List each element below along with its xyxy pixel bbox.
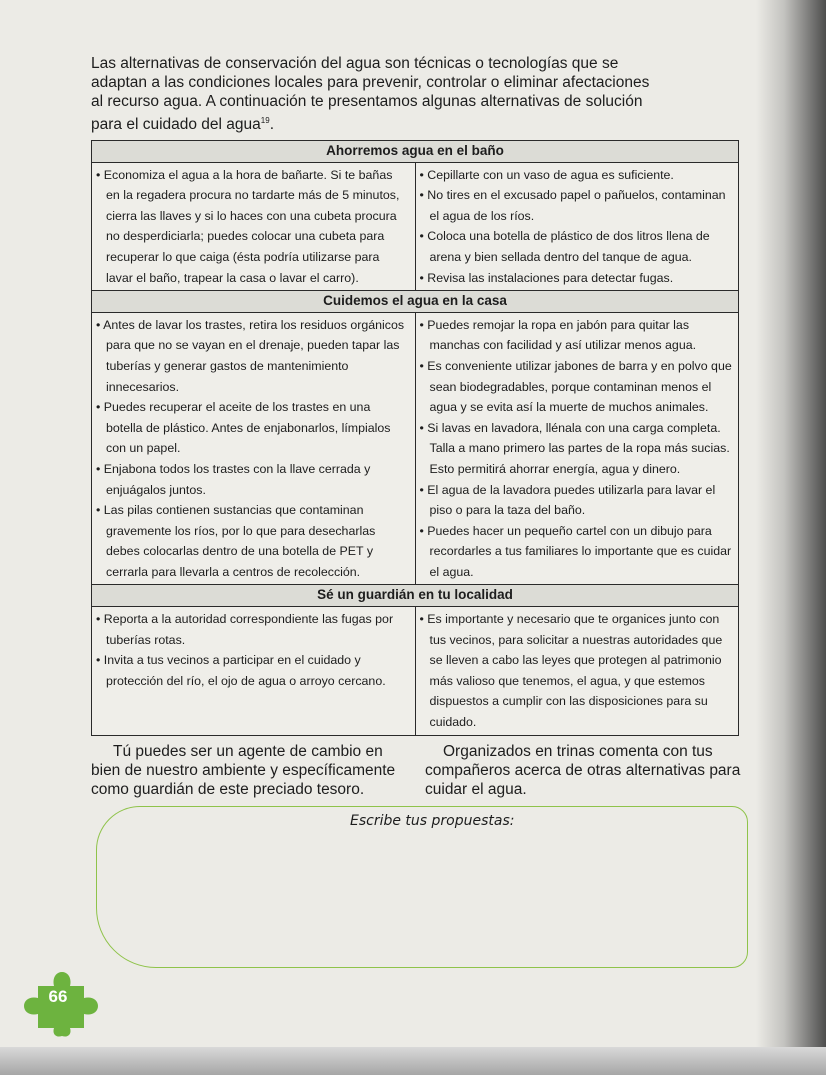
section-row-home (92, 312, 739, 585)
page-edge-shadow (756, 0, 826, 1075)
closing-right-paragraph: Organizados en trinas comenta con tus compañeros acerca de otras alternativas para cuidar el agua. (425, 743, 741, 798)
section-title-bathroom: Ahorremos agua en el baño (92, 141, 739, 163)
tip-item: • Es importante y necesario que te organices junto con tus vecinos, para solicitar a nuestras autoridades que se lleven a cabo las leyes que protegen al patrimonio más valioso que tenemos, el agua, y que estemos dispuestos a cumplir con las disposiciones para su cuidado. (420, 609, 733, 733)
tip-item: • Coloca una botella de plástico de dos litros llena de arena y bien sellada dentro del tanque de agua. (420, 226, 733, 267)
section-title-home: Cuidemos el agua en la casa (92, 291, 739, 313)
tip-item: • El agua de la lavadora puedes utilizarla para lavar el piso o para la taza del baño. (420, 480, 733, 521)
page-number: 66 (48, 987, 68, 1006)
left-column (92, 607, 416, 736)
proposals-write-box[interactable] (96, 806, 748, 968)
section-row-community (92, 607, 739, 736)
footnote-marker: 19 (260, 116, 270, 125)
tip-item: • Puedes remojar la ropa en jabón para quitar las manchas con facilidad y así utilizar menos agua. (420, 315, 733, 356)
left-column (92, 312, 416, 585)
tip-item: • Es conveniente utilizar jabones de barra y en polvo que sean biodegradables, porque contaminan menos el agua y se evita así la muerte de muchos animales. (420, 356, 733, 418)
right-column (415, 607, 739, 736)
closing-left-paragraph: Tú puedes ser un agente de cambio en bien de nuestro ambiente y específicamente como guardián de este preciado tesoro. (91, 743, 396, 798)
page-bottom-strip (0, 1047, 826, 1075)
right-column (415, 162, 739, 291)
section-header-row (92, 291, 739, 313)
tip-item: • Antes de lavar los trastes, retira los residuos orgánicos para que no se vayan en el drenaje, pueden tapar las tuberías y generar gastos de mantenimiento innecesarios. (96, 315, 409, 397)
tip-item: • Puedes recuperar el aceite de los trastes en una botella de plástico. Antes de enjabonarlos, límpialos con un papel. (96, 397, 409, 459)
alternatives-table (91, 140, 739, 736)
write-box-label: Escribe tus propuestas: (350, 813, 515, 829)
tip-item: • Enjabona todos los trastes con la llave cerrada y enjuágalos juntos. (96, 459, 409, 500)
tip-item: • Revisa las instalaciones para detectar fugas. (420, 268, 733, 289)
tip-item: • Cepillarte con un vaso de agua es suficiente. (420, 165, 733, 186)
section-row-bathroom (92, 162, 739, 291)
section-header-row (92, 141, 739, 163)
tip-item: • Puedes hacer un pequeño cartel con un dibujo para recordarles a tus familiares lo importante que es cuidar el agua. (420, 521, 733, 583)
section-header-row (92, 585, 739, 607)
tip-item: • Economiza el agua a la hora de bañarte. Si te bañas en la regadera procura no tardarte más de 5 minutos, cierra las llaves y si lo haces con una cubeta procura no desperdiciarla; puedes colocar una cubeta para recuperar lo que caiga (ésta podría utilizarse para lavar el baño, trapear la casa o lavar el carro). (96, 165, 409, 289)
section-title-community: Sé un guardián en tu localidad (92, 585, 739, 607)
tip-item: • Reporta a la autoridad correspondiente las fugas por tuberías rotas. (96, 609, 409, 650)
tip-item: • Si lavas en lavadora, llénala con una carga completa. Talla a mano primero las partes de la ropa más sucias. Esto permitirá ahorrar energía, agua y dinero. (420, 418, 733, 480)
left-column (92, 162, 416, 291)
right-column (415, 312, 739, 585)
tip-item: • Las pilas contienen sustancias que contaminan gravemente los ríos, por lo que para desecharlas debes colocarlas dentro de una botella de PET y cerrarla para llevarla a centros de recolección. (96, 500, 409, 582)
tip-item: • Invita a tus vecinos a participar en el cuidado y protección del río, el ojo de agua o arroyo cercano. (96, 650, 409, 691)
intro-paragraph: Las alternativas de conservación del agua son técnicas o tecnologías que se adaptan a las condiciones locales para prevenir, controlar o eliminar afectaciones al recurso agua. A continuación te presentamos algunas alternativas de solución para el cuidado del agua$^{19}$. (91, 55, 650, 134)
tip-item: • No tires en el excusado papel o pañuelos, contaminan el agua de los ríos. (420, 185, 733, 226)
